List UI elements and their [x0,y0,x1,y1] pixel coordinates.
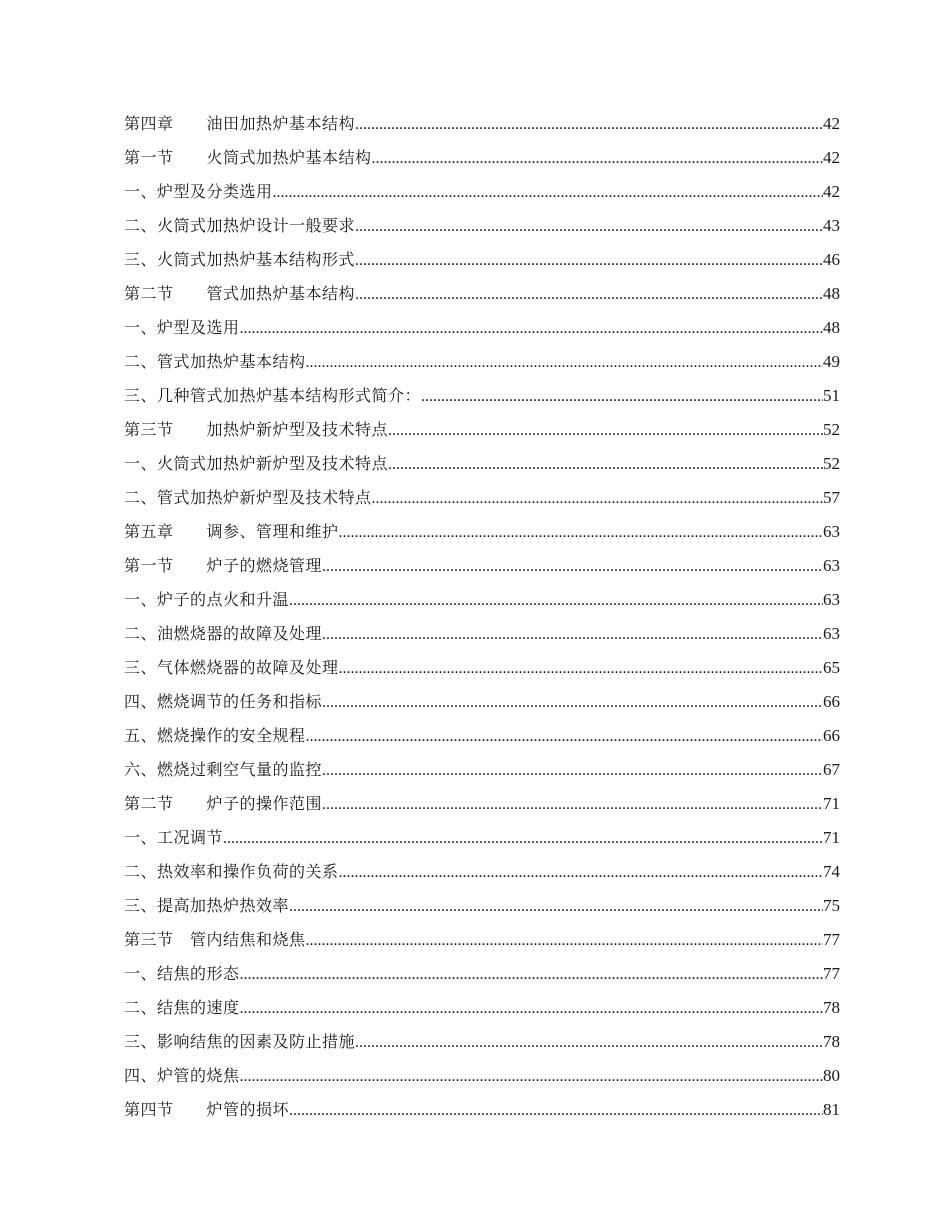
toc-entry[interactable] [124,753,840,787]
toc-entry[interactable] [124,209,840,243]
toc-dot-leader [355,278,823,312]
toc-page-number: 48 [823,318,840,337]
toc-dot-leader [289,584,823,618]
table-of-contents [124,107,840,1127]
toc-entry-title: 三、火筒式加热炉基本结构形式 [124,250,356,269]
toc-dot-leader [388,448,823,482]
toc-entry-title: 第三节 加热炉新炉型及技术特点 [124,420,389,439]
toc-dot-leader [339,652,823,686]
toc-entry[interactable] [124,821,840,855]
toc-dot-leader [240,992,823,1026]
toc-dot-leader [306,346,823,380]
toc-page-number: 52 [823,454,840,473]
toc-page-number: 74 [823,862,840,881]
toc-entry[interactable] [124,413,840,447]
toc-dot-leader [355,108,823,142]
toc-dot-leader [322,550,823,584]
toc-dot-leader [306,720,823,754]
toc-entry-title: 一、炉型及选用 [124,318,240,337]
toc-entry[interactable] [124,889,840,923]
toc-page-number: 46 [823,250,840,269]
toc-entry[interactable] [124,243,840,277]
toc-entry-title: 一、工况调节 [124,828,224,847]
toc-page-number: 77 [823,930,840,949]
toc-entry[interactable] [124,379,840,413]
toc-page-number: 71 [823,794,840,813]
toc-entry-title: 第四章 油田加热炉基本结构 [124,114,356,133]
toc-entry[interactable] [124,481,840,515]
toc-entry[interactable] [124,141,840,175]
toc-entry[interactable] [124,685,840,719]
toc-dot-leader [240,1060,823,1094]
toc-entry[interactable] [124,787,840,821]
toc-page-number: 63 [823,522,840,541]
toc-page-number: 43 [823,216,840,235]
toc-dot-leader [223,822,823,856]
toc-entry-title: 一、火筒式加热炉新炉型及技术特点 [124,454,389,473]
toc-entry[interactable] [124,651,840,685]
toc-page-number: 63 [823,624,840,643]
toc-entry[interactable] [124,549,840,583]
toc-page-number: 66 [823,692,840,711]
toc-page-number: 57 [823,488,840,507]
toc-entry[interactable] [124,957,840,991]
toc-dot-leader [355,244,823,278]
toc-page-number: 66 [823,726,840,745]
toc-dot-leader [289,1094,823,1128]
toc-entry[interactable] [124,1059,840,1093]
toc-entry[interactable] [124,583,840,617]
toc-page-number: 42 [823,114,840,133]
toc-entry-title: 一、结焦的形态 [124,964,240,983]
toc-page-number: 71 [823,828,840,847]
toc-entry-title: 第四节 炉管的损坏 [124,1100,290,1119]
toc-entry[interactable] [124,719,840,753]
toc-dot-leader [322,618,823,652]
toc-page-number: 52 [823,420,840,439]
toc-dot-leader [306,924,823,958]
toc-entry[interactable] [124,107,840,141]
toc-entry-title: 四、燃烧调节的任务和指标 [124,692,323,711]
toc-dot-leader [322,788,823,822]
toc-entry[interactable] [124,991,840,1025]
toc-page-number: 49 [823,352,840,371]
toc-entry-title: 第三节 管内结焦和烧焦 [124,930,306,949]
toc-dot-leader [355,1026,823,1060]
toc-dot-leader [421,380,823,414]
toc-dot-leader [372,482,823,516]
toc-page-number: 78 [823,998,840,1017]
toc-dot-leader [355,210,823,244]
toc-dot-leader [322,686,823,720]
toc-entry-title: 一、炉子的点火和升温 [124,590,290,609]
toc-entry-title: 五、燃烧操作的安全规程 [124,726,306,745]
toc-dot-leader [388,414,823,448]
toc-entry-title: 二、结焦的速度 [124,998,240,1017]
toc-entry-title: 第一节 炉子的燃烧管理 [124,556,323,575]
toc-page-number: 63 [823,556,840,575]
toc-entry-title: 四、炉管的烧焦 [124,1066,240,1085]
toc-dot-leader [289,890,823,924]
toc-entry[interactable] [124,1093,840,1127]
toc-entry[interactable] [124,277,840,311]
toc-page-number: 78 [823,1032,840,1051]
toc-entry-title: 三、几种管式加热炉基本结构形式简介： [124,386,422,405]
toc-page-number: 65 [823,658,840,677]
toc-entry[interactable] [124,1025,840,1059]
toc-entry[interactable] [124,923,840,957]
toc-page-number: 51 [823,386,840,405]
toc-entry-title: 二、管式加热炉基本结构 [124,352,306,371]
toc-page-number: 75 [823,896,840,915]
toc-entry-title: 二、油燃烧器的故障及处理 [124,624,323,643]
toc-entry-title: 第一节 火筒式加热炉基本结构 [124,148,372,167]
toc-page-number: 63 [823,590,840,609]
toc-dot-leader [339,856,823,890]
toc-page-number: 42 [823,148,840,167]
toc-entry-title: 第二节 管式加热炉基本结构 [124,284,356,303]
toc-entry[interactable] [124,311,840,345]
toc-entry[interactable] [124,515,840,549]
toc-page-number: 81 [823,1100,840,1119]
toc-entry-title: 二、热效率和操作负荷的关系 [124,862,339,881]
toc-entry[interactable] [124,345,840,379]
toc-dot-leader [339,516,823,550]
toc-entry[interactable] [124,175,840,209]
toc-page-number: 77 [823,964,840,983]
toc-entry-title: 第二节 炉子的操作范围 [124,794,323,813]
toc-entry[interactable] [124,855,840,889]
toc-entry-title: 二、火筒式加热炉设计一般要求 [124,216,356,235]
toc-entry[interactable] [124,447,840,481]
toc-entry-title: 第五章 调参、管理和维护 [124,522,339,541]
toc-entry[interactable] [124,617,840,651]
toc-entry-title: 六、燃烧过剩空气量的监控 [124,760,323,779]
toc-page-number: 48 [823,284,840,303]
toc-entry-title: 三、影响结焦的因素及防止措施 [124,1032,356,1051]
toc-dot-leader [240,958,823,992]
toc-dot-leader [322,754,823,788]
toc-entry-title: 一、炉型及分类选用 [124,182,273,201]
toc-entry-title: 三、提高加热炉热效率 [124,896,290,915]
toc-dot-leader [372,142,823,176]
toc-page-number: 80 [823,1066,840,1085]
toc-dot-leader [240,312,823,346]
toc-entry-title: 三、气体燃烧器的故障及处理 [124,658,339,677]
toc-page-number: 67 [823,760,840,779]
toc-entry-title: 二、管式加热炉新炉型及技术特点 [124,488,372,507]
toc-page-number: 42 [823,182,840,201]
toc-dot-leader [273,176,823,210]
